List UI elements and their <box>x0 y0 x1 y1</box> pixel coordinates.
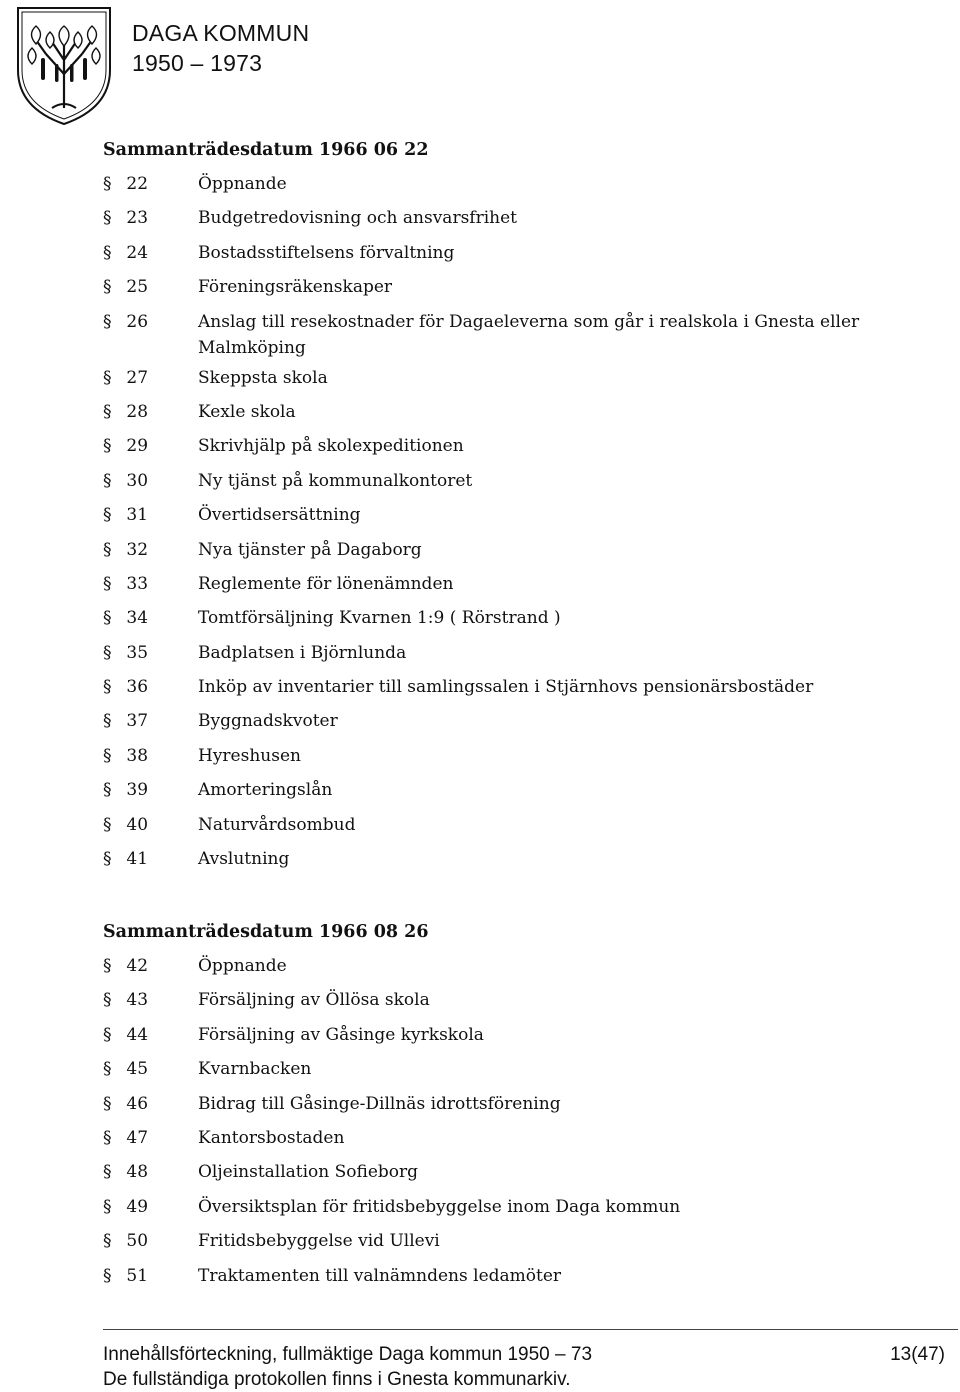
paragraph-number: § 33 <box>103 573 149 594</box>
page-number: 13(47) <box>890 1344 945 1365</box>
agenda-item-title: Bostadsstiftelsens förvaltning <box>198 242 455 263</box>
agenda-item-title: Avslutning <box>198 849 290 870</box>
meeting-section-1966-08-26 <box>103 915 863 1293</box>
footer-divider <box>103 1329 958 1330</box>
agenda-item <box>103 808 863 842</box>
agenda-item <box>103 361 863 395</box>
agenda-item <box>103 1018 863 1052</box>
section-heading: Sammanträdesdatum 1966 06 22 <box>103 140 429 160</box>
paragraph-number: § 36 <box>103 677 149 698</box>
agenda-item <box>103 842 863 876</box>
agenda-item <box>103 305 863 361</box>
paragraph-number: § 28 <box>103 401 149 422</box>
agenda-item <box>103 395 863 429</box>
agenda-item-title: Föreningsräkenskaper <box>198 277 393 298</box>
paragraph-number: § 51 <box>103 1265 149 1286</box>
agenda-item-title: Traktamenten till valnämndens ledamöter <box>198 1265 562 1286</box>
agenda-item-title: Budgetredovisning och ansvarsfrihet <box>198 208 517 229</box>
agenda-item <box>103 201 863 235</box>
agenda-item <box>103 270 863 304</box>
paragraph-number: § 47 <box>103 1127 149 1148</box>
agenda-item-title: Kvarnbacken <box>198 1059 312 1080</box>
paragraph-number: § 39 <box>103 780 149 801</box>
paragraph-number: § 26 <box>103 311 149 332</box>
paragraph-number: § 44 <box>103 1024 149 1045</box>
agenda-item-title: Skrivhjälp på skolexpeditionen <box>198 436 464 457</box>
agenda-item-title: Inköp av inventarier till samlingssalen i Stjärnhovs pensionärsbostäder <box>198 677 814 698</box>
agenda-item-title: Försäljning av Öllösa skola <box>198 990 430 1011</box>
agenda-item <box>103 739 863 773</box>
agenda-item-title: Öppnande <box>198 956 287 976</box>
paragraph-number: § 48 <box>103 1162 149 1183</box>
paragraph-number: § 42 <box>103 956 149 976</box>
agenda-item <box>103 1052 863 1086</box>
paragraph-number: § 25 <box>103 277 149 298</box>
agenda-item-title: Tomtförsäljning Kvarnen 1:9 ( Rörstrand ) <box>198 608 561 629</box>
paragraph-number: § 35 <box>103 642 149 663</box>
agenda-item <box>103 236 863 270</box>
agenda-item-title: Byggnadskvoter <box>198 711 338 732</box>
paragraph-number: § 43 <box>103 990 149 1011</box>
agenda-item-title: Försäljning av Gåsinge kyrkskola <box>198 1024 484 1045</box>
agenda-item <box>103 1155 863 1189</box>
title-line-2: 1950 – 1973 <box>132 50 263 76</box>
paragraph-number: § 24 <box>103 242 149 263</box>
paragraph-number: § 34 <box>103 608 149 629</box>
agenda-item <box>103 601 863 635</box>
agenda-item-title: Skeppsta skola <box>198 367 328 388</box>
title-line-1: DAGA KOMMUN <box>132 20 310 46</box>
agenda-item <box>103 983 863 1017</box>
agenda-item-title: Oljeinstallation Sofieborg <box>198 1162 419 1183</box>
agenda-item-title: Amorteringslån <box>198 780 333 801</box>
agenda-item <box>103 498 863 532</box>
paragraph-number: § 41 <box>103 849 149 870</box>
paragraph-number: § 23 <box>103 208 149 229</box>
agenda-item <box>103 1224 863 1258</box>
paragraph-number: § 46 <box>103 1093 149 1114</box>
paragraph-number: § 49 <box>103 1196 149 1217</box>
footer-title: Innehållsförteckning, fullmäktige Daga kommun 1950 – 73 <box>103 1344 593 1365</box>
agenda-item <box>103 429 863 463</box>
document-title <box>132 18 309 78</box>
agenda-item <box>103 1087 863 1121</box>
agenda-item <box>103 533 863 567</box>
agenda-item-title: Badplatsen i Björnlunda <box>198 642 407 663</box>
agenda-item-title: Naturvårdsombud <box>198 814 356 835</box>
agenda-item-title: Ny tjänst på kommunalkontoret <box>198 470 473 491</box>
agenda-item-title: Övertidsersättning <box>198 505 361 526</box>
paragraph-number: § 45 <box>103 1059 149 1080</box>
agenda-item <box>103 773 863 807</box>
agenda-item-title: Nya tjänster på Dagaborg <box>198 539 422 560</box>
agenda-item-title: Hyreshusen <box>198 745 301 766</box>
agenda-item <box>103 1121 863 1155</box>
footer-note: De fullständiga protokollen finns i Gnesta kommunarkiv. <box>103 1369 571 1390</box>
agenda-item-title: Översiktsplan för fritidsbebyggelse inom Daga kommun <box>198 1196 681 1217</box>
paragraph-number: § 22 <box>103 174 149 194</box>
agenda-item <box>103 1190 863 1224</box>
paragraph-number: § 38 <box>103 745 149 766</box>
agenda-item <box>103 949 863 983</box>
agenda-item <box>103 704 863 738</box>
page-footer <box>103 1342 945 1392</box>
agenda-item-title: Kexle skola <box>198 401 296 422</box>
agenda-item-title: Kantorsbostaden <box>198 1127 345 1148</box>
agenda-item <box>103 1259 863 1293</box>
paragraph-number: § 29 <box>103 436 149 457</box>
agenda-item <box>103 567 863 601</box>
paragraph-number: § 40 <box>103 814 149 835</box>
agenda-item <box>103 167 863 201</box>
coat-of-arms-icon <box>12 4 116 126</box>
agenda-item-title: Fritidsbebyggelse vid Ullevi <box>198 1231 440 1252</box>
agenda-item <box>103 464 863 498</box>
agenda-item-title: Bidrag till Gåsinge-Dillnäs idrottsförening <box>198 1093 561 1114</box>
agenda-item-title: Öppnande <box>198 174 287 194</box>
agenda-item-title: Anslag till resekostnader för Dagaeleverna som går i realskola i Gnesta eller Malmköping <box>198 311 860 358</box>
paragraph-number: § 37 <box>103 711 149 732</box>
paragraph-number: § 50 <box>103 1231 149 1252</box>
agenda-item <box>103 670 863 704</box>
paragraph-number: § 30 <box>103 470 149 491</box>
agenda-item-title: Reglemente för lönenämnden <box>198 573 454 594</box>
paragraph-number: § 32 <box>103 539 149 560</box>
paragraph-number: § 31 <box>103 505 149 526</box>
paragraph-number: § 27 <box>103 367 149 388</box>
section-heading: Sammanträdesdatum 1966 08 26 <box>103 922 429 942</box>
agenda-item <box>103 636 863 670</box>
meeting-section-1966-06-22 <box>103 133 863 876</box>
